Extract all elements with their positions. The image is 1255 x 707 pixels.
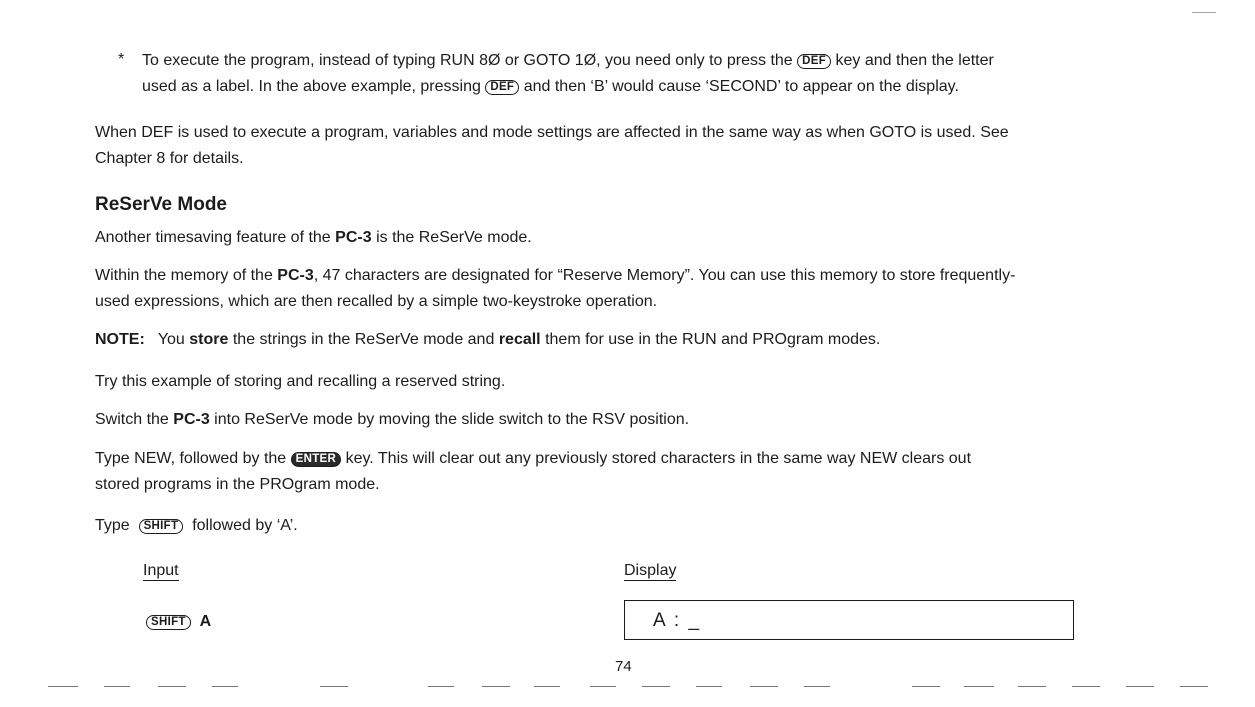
text-span: them for use in the RUN and PROgram modes. xyxy=(545,331,881,348)
section-heading: ReSerVe Mode xyxy=(95,194,227,215)
text-span: To execute the program, instead of typing RUN 8Ø or GOTO 1Ø, you need only to press the xyxy=(142,52,793,69)
text-span: Type NEW, followed by the xyxy=(95,450,287,467)
footer-rule xyxy=(534,686,560,687)
footer-rule xyxy=(912,686,940,687)
footer-rule xyxy=(104,686,130,687)
bold-term: PC-3 xyxy=(277,267,314,284)
bullet-line-1 xyxy=(142,51,994,71)
shift-key-icon: SHIFT xyxy=(146,615,191,630)
footer-rule xyxy=(428,686,454,687)
paragraph-type-shift xyxy=(95,516,298,536)
bullet-line-2 xyxy=(142,77,959,97)
scan-mark xyxy=(1192,12,1216,13)
footer-rule xyxy=(320,686,348,687)
footer-rule xyxy=(158,686,186,687)
text-span: You xyxy=(157,331,185,348)
text-span: the strings in the ReSerVe mode and xyxy=(232,331,495,348)
bullet-asterisk: * xyxy=(118,51,125,68)
text-span: used as a label. In the above example, pressing xyxy=(142,78,481,95)
note-label: NOTE: xyxy=(95,331,145,348)
text-span: Another timesaving feature of the xyxy=(95,229,331,246)
display-readout: A : _ xyxy=(653,610,702,631)
footer-rule xyxy=(590,686,616,687)
display-column-header xyxy=(624,561,676,581)
enter-key-icon: ENTER xyxy=(291,452,341,467)
footer-rule xyxy=(1180,686,1208,687)
footer-rule xyxy=(48,686,78,687)
footer-rule xyxy=(212,686,238,687)
header-label: Input xyxy=(143,562,179,579)
bold-term: recall xyxy=(498,331,541,348)
paragraph-def-line-2: Chapter 8 for details. xyxy=(95,150,244,167)
paragraph-def-line-1: When DEF is used to execute a program, variables and mode settings are affected in the same way as when GOTO is used. See xyxy=(95,124,1009,141)
footer-rule xyxy=(750,686,778,687)
text-span: Within the memory of the xyxy=(95,267,273,284)
bold-term: PC-3 xyxy=(335,229,372,246)
paragraph-new-line-1 xyxy=(95,449,971,469)
footer-rule xyxy=(964,686,994,687)
paragraph-switch xyxy=(95,410,689,430)
bold-term: store xyxy=(189,331,229,348)
header-label: Display xyxy=(624,562,677,579)
def-key-icon: DEF xyxy=(485,80,519,95)
text-span: key and then the letter xyxy=(835,52,994,69)
footer-rule xyxy=(696,686,722,687)
input-column-header xyxy=(143,561,179,581)
note-line xyxy=(95,330,880,350)
text-span: Type xyxy=(95,517,130,534)
text-span: Switch the xyxy=(95,411,169,428)
page-number: 74 xyxy=(615,658,632,675)
footer-rule xyxy=(1126,686,1154,687)
shift-key-icon: SHIFT xyxy=(139,519,184,534)
footer-rule xyxy=(1018,686,1046,687)
def-key-icon: DEF xyxy=(797,54,831,69)
text-span: , 47 characters are designated for “Reserve Memory”. You can use this memory to store frequently- xyxy=(313,267,1016,284)
paragraph-intro xyxy=(95,228,532,248)
text-span: followed by ‘A’. xyxy=(192,517,298,534)
text-span: is the ReSerVe mode. xyxy=(376,229,532,246)
text-span: and then ‘B’ would cause ‘SECOND’ to appear on the display. xyxy=(523,78,959,95)
text-span: key. This will clear out any previously stored characters in the same way NEW clears out xyxy=(345,450,972,467)
input-row xyxy=(146,612,211,632)
paragraph-new-line-2: stored programs in the PROgram mode. xyxy=(95,476,380,493)
paragraph-try: Try this example of storing and recalling a reserved string. xyxy=(95,373,506,390)
bold-term: PC-3 xyxy=(173,411,210,428)
paragraph-memory-line-1 xyxy=(95,266,1015,286)
footer-rule xyxy=(804,686,830,687)
input-letter: A xyxy=(199,613,212,630)
footer-rule xyxy=(1072,686,1100,687)
text-span: into ReSerVe mode by moving the slide switch to the RSV position. xyxy=(214,411,690,428)
footer-rule xyxy=(642,686,670,687)
calculator-display xyxy=(624,600,1074,640)
footer-rule xyxy=(482,686,510,687)
paragraph-memory-line-2: used expressions, which are then recalled by a simple two-keystroke operation. xyxy=(95,293,658,310)
